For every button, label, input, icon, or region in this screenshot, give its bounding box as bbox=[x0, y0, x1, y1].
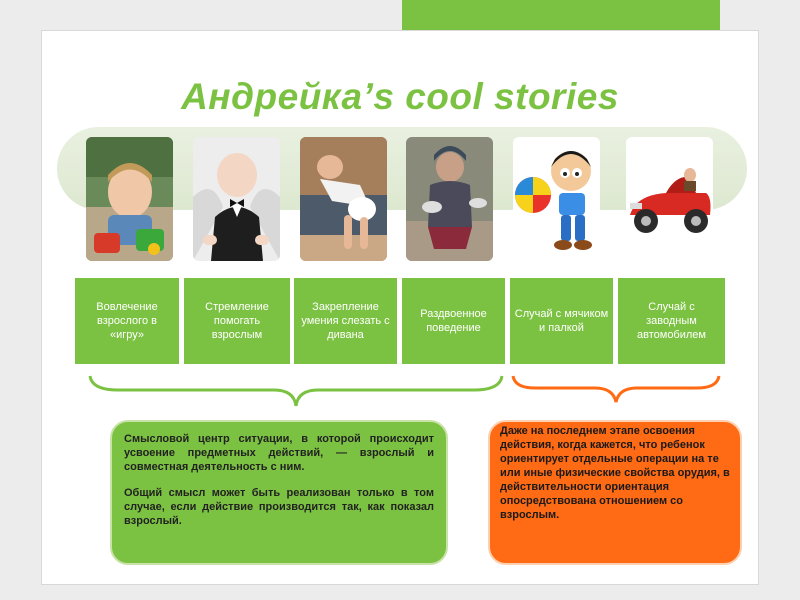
green-text-box bbox=[110, 420, 448, 565]
label-ball-and-stick: Случай с мячиком и палкой bbox=[510, 278, 613, 364]
orange-brace bbox=[511, 372, 721, 408]
label-wind-up-car: Случай с заводным автомобилем bbox=[618, 278, 725, 364]
child-with-bowl-image bbox=[406, 137, 493, 261]
boy-playing-image bbox=[86, 137, 173, 261]
green-box-paragraph-1: Смысловой центр ситуации, в которой происходит усвоение предметных действий, — взрослый и совместная деятельность с ним. bbox=[124, 433, 434, 473]
label-split-behavior: Раздвоенное поведение bbox=[402, 278, 505, 364]
photo-cartoon-boy-ball bbox=[513, 137, 600, 261]
orange-box-text: Даже на последнем этапе освоения действия, когда кажется, что ребенок ориентирует отдельные операции на те или иные физические свойства орудия, в действительности ориентация опосредствована отношением со взрослым. bbox=[500, 425, 730, 521]
label-help-adults: Стремление помогать взрослым bbox=[184, 278, 290, 364]
toy-car-image bbox=[626, 137, 713, 261]
orange-text-box bbox=[488, 420, 742, 565]
header-accent-bar bbox=[402, 0, 720, 30]
green-box-paragraph-2: Общий смысл может быть реализован только в том случае, если действие производится так, как показал взрослый. bbox=[124, 487, 434, 527]
photo-baby-tuxedo bbox=[193, 137, 280, 261]
photo-boy-playing bbox=[86, 137, 173, 261]
green-brace bbox=[88, 372, 504, 412]
label-climb-down-sofa: Закрепление умения слезать с дивана bbox=[294, 278, 397, 364]
cartoon-boy-ball-image bbox=[513, 137, 600, 261]
photo-child-with-bowl bbox=[406, 137, 493, 261]
toddler-climbing-image bbox=[300, 137, 387, 261]
baby-tuxedo-image bbox=[193, 137, 280, 261]
photo-toddler-climbing bbox=[300, 137, 387, 261]
label-involving-adult: Вовлечение взрослого в «игру» bbox=[75, 278, 179, 364]
slide-title: Андрейка’s cool stories bbox=[181, 76, 619, 117]
photo-toy-car bbox=[626, 137, 713, 261]
